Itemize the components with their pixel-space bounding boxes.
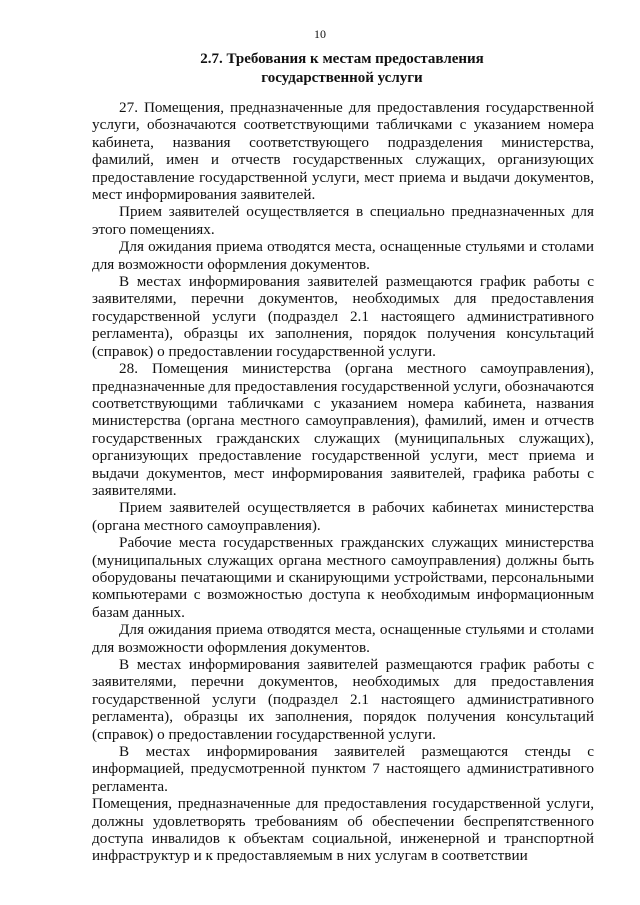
paragraph: Прием заявителей осуществляется в специально предназначенных для этого помещениях. [92, 203, 594, 238]
paragraph: В местах информирования заявителей размещаются график работы с заявителями, перечни документов, необходимых для предоставления государственной услуги (подраздел 2.1 настоящего административного регламента), образцы их заполнения, порядок получения консультаций (справок) о предоставлении государственной услуги. [92, 273, 594, 360]
paragraph-28: 28. Помещения министерства (органа местного самоуправления), предназначенные для предоставления государственной услуги, обозначаются соответствующими табличками с указанием номера кабинета, названия министерства (органа местного самоуправления), фамилий, имен и отчеств государственных гражданских служащих (муниципальных служащих), организующих предоставление государственной услуги, мест приема и выдачи документов, мест информирования заявителей, графика работы с заявителями. [92, 360, 594, 499]
paragraph: Для ожидания приема отводятся места, оснащенные стульями и столами для возможности оформления документов. [92, 238, 594, 273]
section-heading-line-1: 2.7. Требования к местам предоставления [200, 51, 484, 67]
paragraph: Прием заявителей осуществляется в рабочих кабинетах министерства (органа местного самоуправления). [92, 499, 594, 534]
paragraph-27: 27. Помещения, предназначенные для предоставления государственной услуги, обозначаются соответствующими табличками с указанием номера кабинета, названия соответствующего подразделения министерства, фамилий, имен и отчеств государственных служащих, организующих предоставление государственной услуги, мест приема и выдачи документов, мест информирования заявителей. [92, 99, 594, 204]
paragraph: Для ожидания приема отводятся места, оснащенные стульями и столами для возможности оформления документов. [92, 621, 594, 656]
paragraph: В местах информирования заявителей размещаются стенды с информацией, предусмотренной пунктом 7 настоящего административного регламента. [92, 743, 594, 795]
paragraph: Помещения, предназначенные для предоставления государственной услуги, должны удовлетворять требованиям об обеспечении беспрепятственного доступа инвалидов к объектам социальной, инженерной и транспортной инфраструктур и к предоставляемым в них услугам в соответствии [92, 795, 594, 865]
document-body [92, 99, 594, 865]
section-heading [92, 50, 592, 88]
page-number: 10 [314, 27, 326, 41]
paragraph: Рабочие места государственных гражданских служащих министерства (муниципальных служащих органа местного самоуправления) должны быть оборудованы печатающими и сканирующими устройствами, персональными компьютерами с возможностью доступа к необходимым информационным базам данных. [92, 534, 594, 621]
section-heading-line-2: государственной услуги [261, 70, 423, 86]
paragraph: В местах информирования заявителей размещаются график работы с заявителями, перечни документов, необходимых для предоставления государственной услуги (подраздел 2.1 настоящего административного регламента), образцы их заполнения, порядок получения консультаций (справок) о предоставлении государственной услуги. [92, 656, 594, 743]
